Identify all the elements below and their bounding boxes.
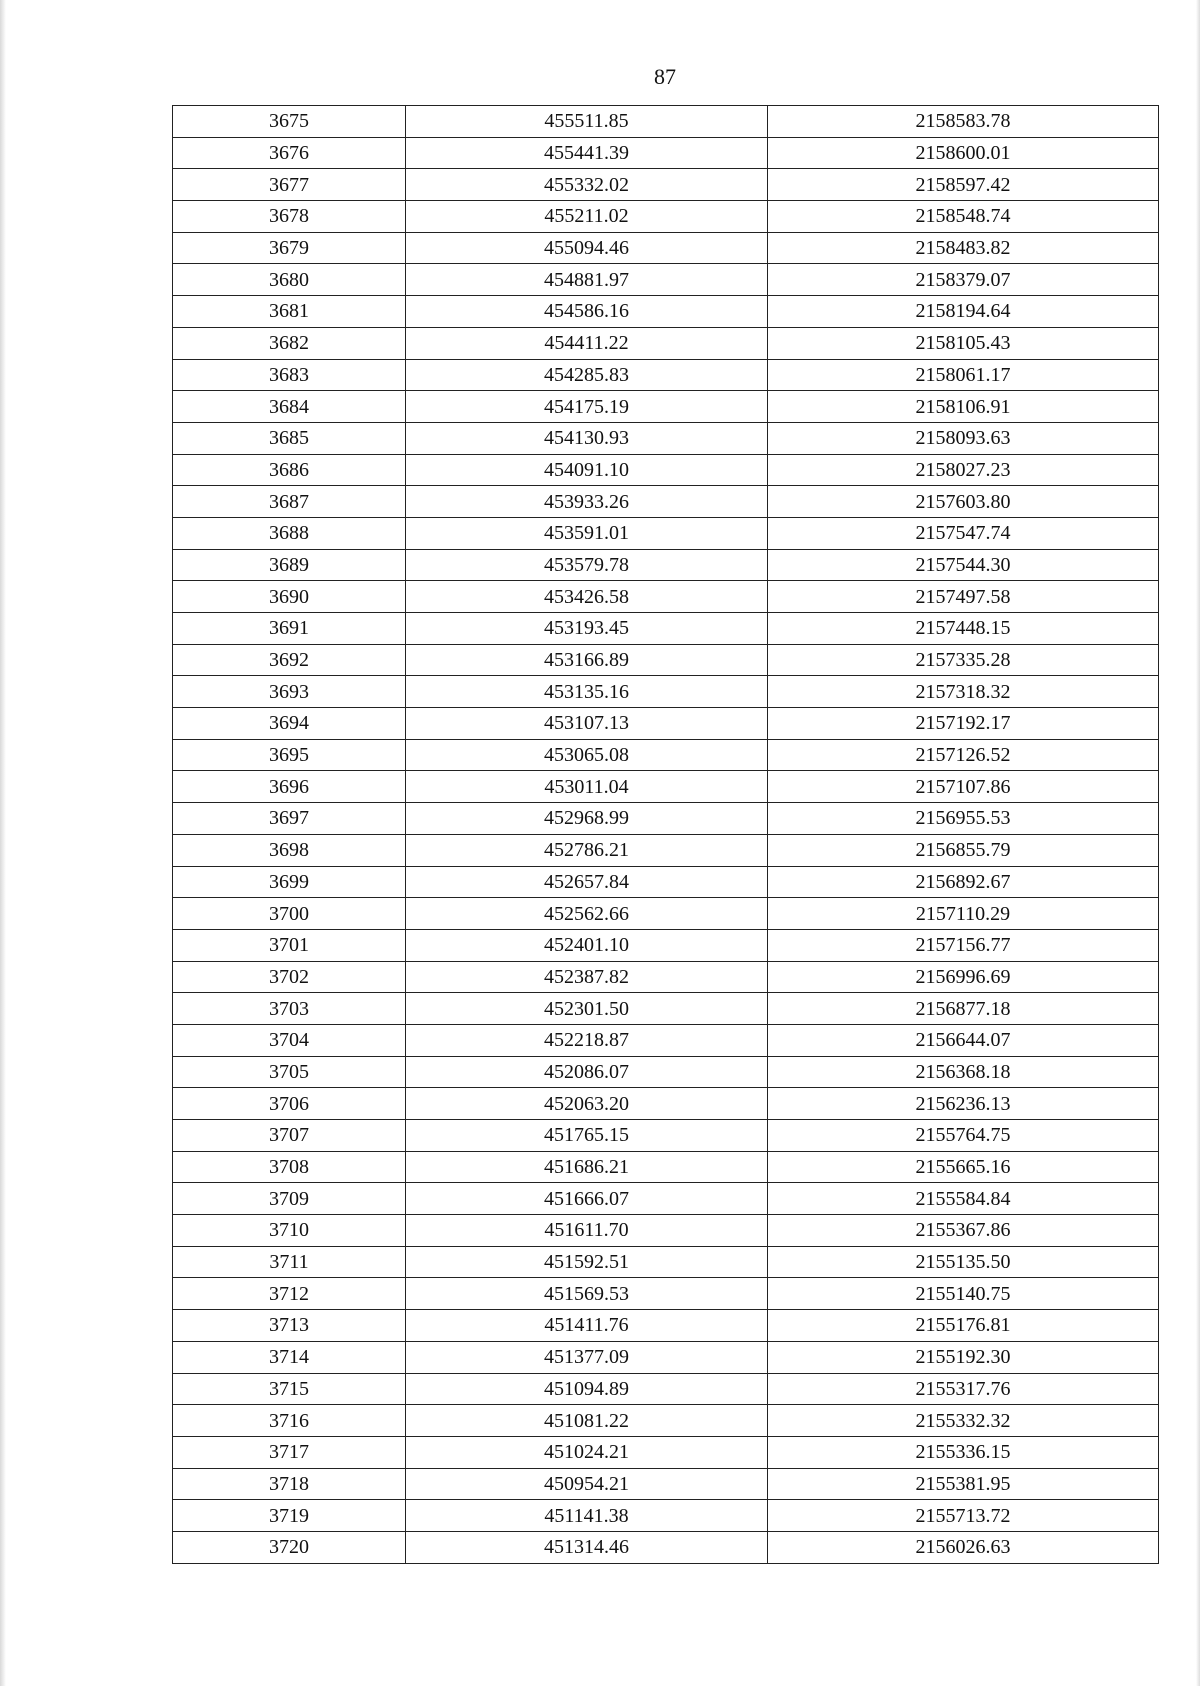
table-row: [173, 359, 1159, 391]
point-id-cell: 3684: [173, 391, 406, 423]
point-id-cell: 3679: [173, 232, 406, 264]
x-coordinate-cell: 453011.04: [406, 771, 768, 803]
point-id-cell: 3710: [173, 1215, 406, 1247]
y-coordinate-cell: 2156877.18: [768, 993, 1159, 1025]
table-row: [173, 1151, 1159, 1183]
x-coordinate-cell: 451314.46: [406, 1531, 768, 1563]
x-coordinate-cell: 451024.21: [406, 1436, 768, 1468]
table-row: [173, 1500, 1159, 1532]
x-coordinate-cell: 452301.50: [406, 993, 768, 1025]
point-id-cell: 3701: [173, 929, 406, 961]
point-id-cell: 3693: [173, 676, 406, 708]
y-coordinate-cell: 2155176.81: [768, 1310, 1159, 1342]
x-coordinate-cell: 453933.26: [406, 486, 768, 518]
y-coordinate-cell: 2155192.30: [768, 1341, 1159, 1373]
point-id-cell: 3706: [173, 1088, 406, 1120]
y-coordinate-cell: 2155584.84: [768, 1183, 1159, 1215]
x-coordinate-cell: 454586.16: [406, 296, 768, 328]
table-row: [173, 232, 1159, 264]
y-coordinate-cell: 2158027.23: [768, 454, 1159, 486]
x-coordinate-cell: 452562.66: [406, 898, 768, 930]
y-coordinate-cell: 2158600.01: [768, 137, 1159, 169]
x-coordinate-cell: 451411.76: [406, 1310, 768, 1342]
y-coordinate-cell: 2156892.67: [768, 866, 1159, 898]
y-coordinate-cell: 2158597.42: [768, 169, 1159, 201]
point-id-cell: 3692: [173, 644, 406, 676]
y-coordinate-cell: 2157448.15: [768, 613, 1159, 645]
table-row: [173, 264, 1159, 296]
table-row: [173, 201, 1159, 233]
y-coordinate-cell: 2158093.63: [768, 422, 1159, 454]
table-row: [173, 1373, 1159, 1405]
point-id-cell: 3709: [173, 1183, 406, 1215]
x-coordinate-cell: 452786.21: [406, 834, 768, 866]
y-coordinate-cell: 2158379.07: [768, 264, 1159, 296]
x-coordinate-cell: 454881.97: [406, 264, 768, 296]
y-coordinate-cell: 2158105.43: [768, 327, 1159, 359]
table-row: [173, 422, 1159, 454]
y-coordinate-cell: 2158106.91: [768, 391, 1159, 423]
point-id-cell: 3700: [173, 898, 406, 930]
point-id-cell: 3699: [173, 866, 406, 898]
y-coordinate-cell: 2156996.69: [768, 961, 1159, 993]
table-row: [173, 1088, 1159, 1120]
point-id-cell: 3695: [173, 739, 406, 771]
x-coordinate-cell: 452387.82: [406, 961, 768, 993]
coordinate-table-body: [173, 106, 1159, 1564]
table-row: [173, 993, 1159, 1025]
table-row: [173, 803, 1159, 835]
y-coordinate-cell: 2155713.72: [768, 1500, 1159, 1532]
coordinate-table: [172, 105, 1159, 1564]
point-id-cell: 3688: [173, 517, 406, 549]
y-coordinate-cell: 2157110.29: [768, 898, 1159, 930]
table-row: [173, 1120, 1159, 1152]
table-row: [173, 137, 1159, 169]
x-coordinate-cell: 453065.08: [406, 739, 768, 771]
table-row: [173, 106, 1159, 138]
table-row: [173, 771, 1159, 803]
table-row: [173, 327, 1159, 359]
table-row: [173, 454, 1159, 486]
table-row: [173, 613, 1159, 645]
table-row: [173, 834, 1159, 866]
point-id-cell: 3720: [173, 1531, 406, 1563]
point-id-cell: 3687: [173, 486, 406, 518]
x-coordinate-cell: 452401.10: [406, 929, 768, 961]
x-coordinate-cell: 451765.15: [406, 1120, 768, 1152]
y-coordinate-cell: 2157126.52: [768, 739, 1159, 771]
x-coordinate-cell: 453579.78: [406, 549, 768, 581]
y-coordinate-cell: 2155367.86: [768, 1215, 1159, 1247]
point-id-cell: 3686: [173, 454, 406, 486]
point-id-cell: 3708: [173, 1151, 406, 1183]
table-row: [173, 1405, 1159, 1437]
table-row: [173, 169, 1159, 201]
x-coordinate-cell: 453193.45: [406, 613, 768, 645]
x-coordinate-cell: 454285.83: [406, 359, 768, 391]
x-coordinate-cell: 455441.39: [406, 137, 768, 169]
y-coordinate-cell: 2156236.13: [768, 1088, 1159, 1120]
table-row: [173, 549, 1159, 581]
y-coordinate-cell: 2157335.28: [768, 644, 1159, 676]
table-row: [173, 961, 1159, 993]
x-coordinate-cell: 451081.22: [406, 1405, 768, 1437]
y-coordinate-cell: 2157547.74: [768, 517, 1159, 549]
table-row: [173, 1246, 1159, 1278]
table-row: [173, 708, 1159, 740]
point-id-cell: 3683: [173, 359, 406, 391]
table-row: [173, 1278, 1159, 1310]
x-coordinate-cell: 452657.84: [406, 866, 768, 898]
table-row: [173, 866, 1159, 898]
y-coordinate-cell: 2155332.32: [768, 1405, 1159, 1437]
point-id-cell: 3698: [173, 834, 406, 866]
x-coordinate-cell: 454175.19: [406, 391, 768, 423]
y-coordinate-cell: 2157107.86: [768, 771, 1159, 803]
point-id-cell: 3694: [173, 708, 406, 740]
y-coordinate-cell: 2155336.15: [768, 1436, 1159, 1468]
table-row: [173, 739, 1159, 771]
x-coordinate-cell: 455094.46: [406, 232, 768, 264]
table-row: [173, 391, 1159, 423]
y-coordinate-cell: 2155665.16: [768, 1151, 1159, 1183]
point-id-cell: 3697: [173, 803, 406, 835]
x-coordinate-cell: 451592.51: [406, 1246, 768, 1278]
x-coordinate-cell: 452218.87: [406, 1024, 768, 1056]
x-coordinate-cell: 454411.22: [406, 327, 768, 359]
y-coordinate-cell: 2155381.95: [768, 1468, 1159, 1500]
x-coordinate-cell: 451569.53: [406, 1278, 768, 1310]
point-id-cell: 3691: [173, 613, 406, 645]
table-row: [173, 1531, 1159, 1563]
x-coordinate-cell: 453591.01: [406, 517, 768, 549]
table-row: [173, 1468, 1159, 1500]
table-row: [173, 676, 1159, 708]
y-coordinate-cell: 2158061.17: [768, 359, 1159, 391]
table-row: [173, 1436, 1159, 1468]
y-coordinate-cell: 2158548.74: [768, 201, 1159, 233]
point-id-cell: 3719: [173, 1500, 406, 1532]
x-coordinate-cell: 455511.85: [406, 106, 768, 138]
point-id-cell: 3675: [173, 106, 406, 138]
x-coordinate-cell: 454091.10: [406, 454, 768, 486]
point-id-cell: 3704: [173, 1024, 406, 1056]
point-id-cell: 3711: [173, 1246, 406, 1278]
table-row: [173, 1183, 1159, 1215]
table-row: [173, 1310, 1159, 1342]
y-coordinate-cell: 2156368.18: [768, 1056, 1159, 1088]
point-id-cell: 3717: [173, 1436, 406, 1468]
point-id-cell: 3703: [173, 993, 406, 1025]
table-row: [173, 898, 1159, 930]
table-row: [173, 517, 1159, 549]
x-coordinate-cell: 453426.58: [406, 581, 768, 613]
table-row: [173, 644, 1159, 676]
x-coordinate-cell: 451377.09: [406, 1341, 768, 1373]
y-coordinate-cell: 2157603.80: [768, 486, 1159, 518]
x-coordinate-cell: 453166.89: [406, 644, 768, 676]
point-id-cell: 3714: [173, 1341, 406, 1373]
y-coordinate-cell: 2156644.07: [768, 1024, 1159, 1056]
table-row: [173, 1024, 1159, 1056]
point-id-cell: 3676: [173, 137, 406, 169]
x-coordinate-cell: 455332.02: [406, 169, 768, 201]
point-id-cell: 3689: [173, 549, 406, 581]
point-id-cell: 3696: [173, 771, 406, 803]
point-id-cell: 3678: [173, 201, 406, 233]
point-id-cell: 3680: [173, 264, 406, 296]
x-coordinate-cell: 451141.38: [406, 1500, 768, 1532]
y-coordinate-cell: 2156955.53: [768, 803, 1159, 835]
x-coordinate-cell: 451611.70: [406, 1215, 768, 1247]
y-coordinate-cell: 2157156.77: [768, 929, 1159, 961]
x-coordinate-cell: 452968.99: [406, 803, 768, 835]
y-coordinate-cell: 2158583.78: [768, 106, 1159, 138]
scan-edge-right: [1196, 0, 1200, 1686]
x-coordinate-cell: 453107.13: [406, 708, 768, 740]
point-id-cell: 3705: [173, 1056, 406, 1088]
point-id-cell: 3690: [173, 581, 406, 613]
y-coordinate-cell: 2157318.32: [768, 676, 1159, 708]
page-number: 87: [654, 64, 676, 89]
x-coordinate-cell: 452063.20: [406, 1088, 768, 1120]
y-coordinate-cell: 2155764.75: [768, 1120, 1159, 1152]
y-coordinate-cell: 2158194.64: [768, 296, 1159, 328]
point-id-cell: 3682: [173, 327, 406, 359]
point-id-cell: 3677: [173, 169, 406, 201]
x-coordinate-cell: 455211.02: [406, 201, 768, 233]
scan-edge-left: [0, 0, 6, 1686]
x-coordinate-cell: 450954.21: [406, 1468, 768, 1500]
point-id-cell: 3707: [173, 1120, 406, 1152]
point-id-cell: 3702: [173, 961, 406, 993]
point-id-cell: 3713: [173, 1310, 406, 1342]
y-coordinate-cell: 2155135.50: [768, 1246, 1159, 1278]
table-row: [173, 1341, 1159, 1373]
point-id-cell: 3716: [173, 1405, 406, 1437]
y-coordinate-cell: 2155140.75: [768, 1278, 1159, 1310]
y-coordinate-cell: 2157497.58: [768, 581, 1159, 613]
table-row: [173, 486, 1159, 518]
x-coordinate-cell: 454130.93: [406, 422, 768, 454]
point-id-cell: 3685: [173, 422, 406, 454]
table-row: [173, 296, 1159, 328]
y-coordinate-cell: 2156026.63: [768, 1531, 1159, 1563]
point-id-cell: 3681: [173, 296, 406, 328]
table-row: [173, 1215, 1159, 1247]
x-coordinate-cell: 453135.16: [406, 676, 768, 708]
x-coordinate-cell: 451686.21: [406, 1151, 768, 1183]
x-coordinate-cell: 451094.89: [406, 1373, 768, 1405]
point-id-cell: 3718: [173, 1468, 406, 1500]
x-coordinate-cell: 451666.07: [406, 1183, 768, 1215]
point-id-cell: 3715: [173, 1373, 406, 1405]
point-id-cell: 3712: [173, 1278, 406, 1310]
table-row: [173, 1056, 1159, 1088]
x-coordinate-cell: 452086.07: [406, 1056, 768, 1088]
y-coordinate-cell: 2156855.79: [768, 834, 1159, 866]
y-coordinate-cell: 2155317.76: [768, 1373, 1159, 1405]
y-coordinate-cell: 2157544.30: [768, 549, 1159, 581]
y-coordinate-cell: 2157192.17: [768, 708, 1159, 740]
table-row: [173, 581, 1159, 613]
y-coordinate-cell: 2158483.82: [768, 232, 1159, 264]
table-row: [173, 929, 1159, 961]
